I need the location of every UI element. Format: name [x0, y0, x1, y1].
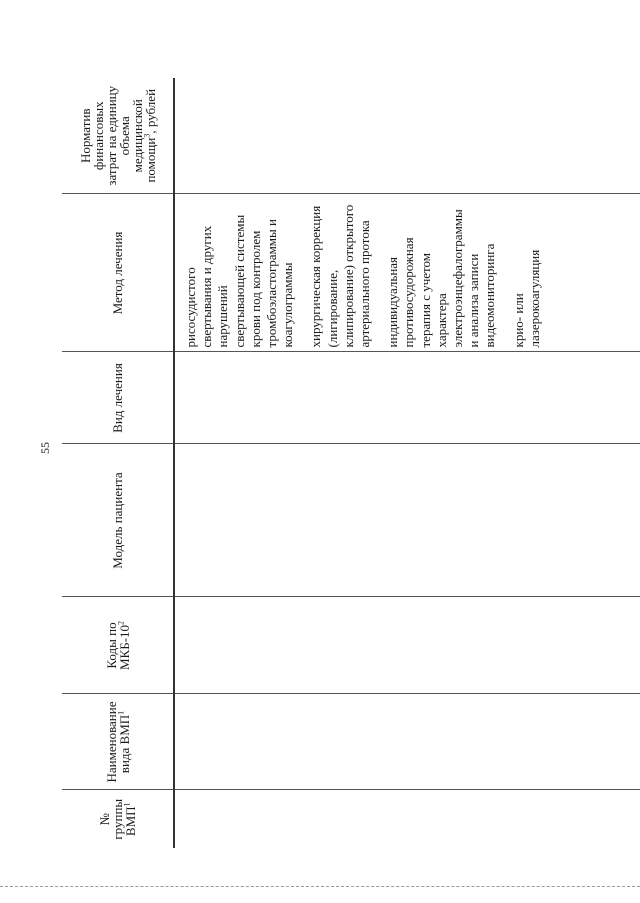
header-treatment-method: Метод лечения: [62, 194, 174, 352]
header-patient-model: Модель пациента: [62, 444, 174, 597]
cell-vmp-type-name: [174, 694, 640, 790]
header-group-number: № группы ВМП$^1$: [62, 790, 174, 848]
header-cost-standard: Норматив финансовых затрат на единицу объема медицинской помощи$^3$, рублей: [62, 78, 174, 194]
cell-treatment-type: [174, 352, 640, 444]
scan-edge-line: [0, 886, 640, 887]
cell-treatment-method: [174, 194, 640, 352]
method-item: индивидуальная противосудорожная терапия с учетом характера электроэнцефалограммы и анализа записи видеомониторинга: [385, 209, 498, 348]
vmp-table: [62, 78, 640, 848]
cell-group-number: [174, 790, 640, 848]
cell-icd-codes: [174, 597, 640, 694]
page-number: 55: [38, 442, 52, 454]
header-vmp-type-name: Наименование вида ВМП$^1$: [62, 694, 174, 790]
cell-patient-model: [174, 444, 640, 597]
table-row: [174, 78, 640, 848]
cell-cost-standard: [174, 78, 640, 194]
method-item: хирургическая коррекция (лигирование, клипирование) открытого артериального протока: [308, 204, 373, 348]
header-icd-codes: Коды по МКБ-$10^2$: [62, 597, 174, 694]
method-item: крио- или лазерокоагуляция: [510, 249, 542, 348]
header-treatment-type: Вид лечения: [62, 352, 174, 444]
method-item: рисосудистого свертывания и других нарушений свертывающей системы крови под контролем тромбоэластограммы и коагулограммы: [183, 214, 296, 348]
table-header-row: [62, 78, 174, 848]
